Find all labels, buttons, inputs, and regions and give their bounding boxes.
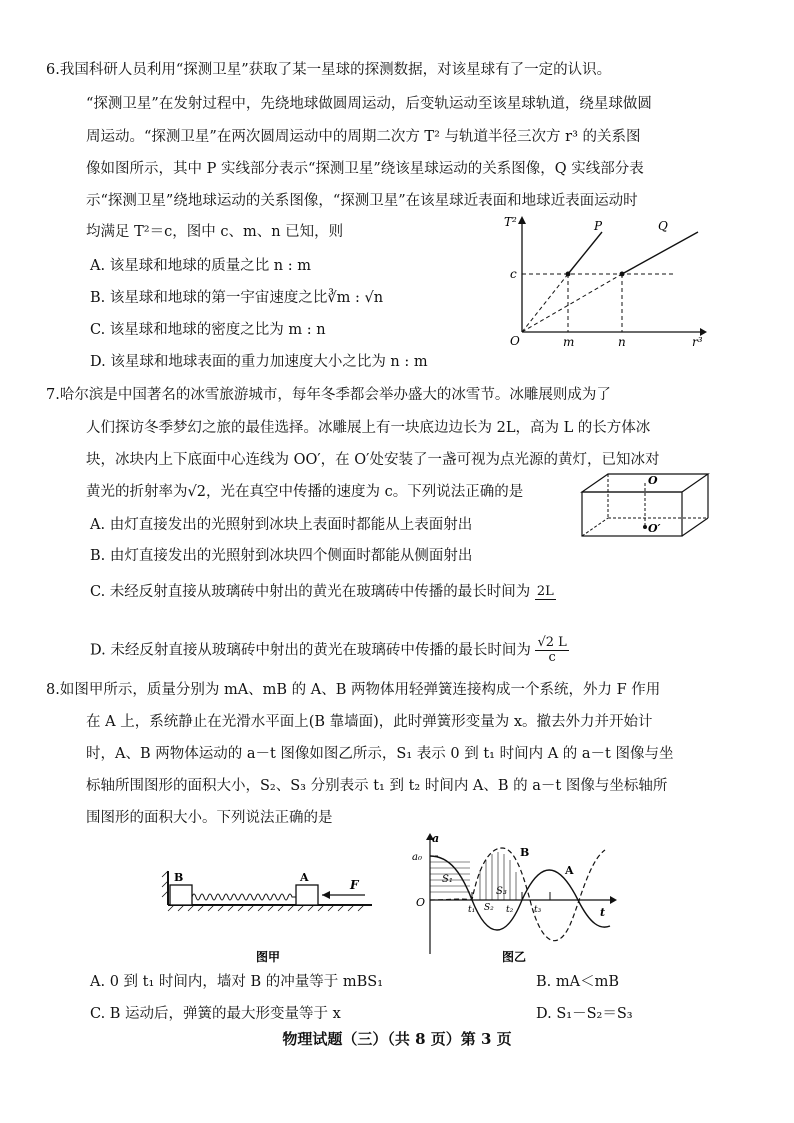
- q6-line-6: 均满足 T²＝c，图中 c、m、n 已知，则: [86, 224, 344, 240]
- q8-figa-label-a: A: [300, 871, 309, 884]
- q6-option-c: C. 该星球和地球的密度之比为 m : n: [90, 322, 326, 338]
- q6-line-4: 像如图所示，其中 P 实线部分表示“探测卫星”绕该星球运动的关系图像，Q 实线部分表: [86, 161, 644, 177]
- q7-label-o: O: [648, 474, 658, 487]
- q6-graph-p: P: [594, 219, 603, 233]
- q8-line-1: 8.如图甲所示，质量分别为 mA、mB 的 A、B 两物体用轻弹簧连接构成一个系统，外力 F 作用: [46, 682, 661, 698]
- q8-figure-b: [410, 830, 620, 965]
- q8-figb-label-t2: t₂: [506, 905, 514, 915]
- q6-option-d: D. 该星球和地球表面的重力加速度大小之比为 n : m: [90, 354, 428, 370]
- q6-line-2: “探测卫星”在发射过程中，先绕地球做圆周运动，后变轨运动至该星球轨道，绕星球做圆: [86, 96, 652, 112]
- q6-line-1: 6.我国科研人员利用“探测卫星”获取了某一星球的探测数据，对该星球有了一定的认识。: [46, 62, 612, 78]
- q7-option-d: [90, 636, 569, 665]
- q7-line-4: 黄光的折射率为√2，光在真空中传播的速度为 c。下列说法正确的是: [86, 484, 524, 500]
- q8-figb-caption: 图乙: [502, 950, 527, 964]
- q8-figb-label-a: a: [432, 832, 440, 845]
- q8-figb-label-s2: S₂: [484, 903, 494, 913]
- q6-graph-origin: O: [510, 334, 520, 348]
- q6-option-b-expr: ∛m : √n: [327, 290, 384, 306]
- q8-figb-label-s1: S₁: [442, 874, 453, 885]
- q8-figa-label-b: B: [174, 871, 184, 884]
- page-footer: 物理试题（三）（共 8 页）第 3 页: [282, 1030, 512, 1048]
- q8-figb-label-t3: t₃: [534, 905, 542, 915]
- q7-line-1: 7.哈尔滨是中国著名的冰雪旅游城市，每年冬季都会举办盛大的冰雪节。冰雕展则成为了: [46, 387, 611, 403]
- q7-option-c-fraction: [535, 585, 556, 600]
- q8-line-3: 时，A、B 两物体运动的 a－t 图像如图乙所示，S₁ 表示 0 到 t₁ 时间内 A 的 a－t 图像与坐: [86, 746, 674, 762]
- q8-figa-caption: 图甲: [256, 950, 281, 964]
- q6-graph-n: n: [618, 335, 626, 348]
- q8-line-2: 在 A 上，系统静止在光滑水平面上(B 靠墙面)，此时弹簧形变量为 x。撤去外力并开始计: [86, 714, 653, 730]
- q8-figa-label-f: F: [350, 878, 359, 892]
- q8-option-d: D. S₁－S₂＝S₃: [536, 1006, 633, 1022]
- q8-figb-label-t1: t₁: [468, 905, 476, 915]
- q6-graph-xlabel: r³: [692, 335, 703, 348]
- q8-figb-label-t: t: [600, 906, 606, 919]
- q8-figb-label-o: O: [416, 896, 426, 909]
- q6-option-a: A. 该星球和地球的质量之比 n : m: [90, 258, 311, 274]
- q7-option-c-text: C. 未经反射直接从玻璃砖中射出的黄光在玻璃砖中传播的最长时间为: [90, 584, 531, 600]
- q6-graph-c: c: [510, 267, 517, 281]
- q8-figb-label-curve-a: A: [565, 864, 574, 877]
- q8-option-a: A. 0 到 t₁ 时间内，墙对 B 的冲量等于 mBS₁: [90, 974, 384, 990]
- q7-ice-block-figure: [578, 470, 714, 542]
- q8-option-b: B. mA＜mB: [536, 974, 619, 990]
- q7-label-o-prime: O′: [648, 522, 661, 535]
- q7-line-3: 块，冰块内上下底面中心连线为 OO′，在 O′处安装了一盏可视为点光源的黄灯，已知冰对: [86, 452, 660, 468]
- q8-figure-a: [160, 865, 380, 965]
- q7-option-d-den: c: [548, 650, 556, 665]
- q6-graph-q: Q: [658, 219, 668, 233]
- q8-option-c: C. B 运动后，弹簧的最大形变量等于 x: [90, 1006, 341, 1022]
- q8-line-5: 围图形的面积大小。下列说法正确的是: [86, 810, 333, 826]
- q6-option-b: [90, 288, 383, 308]
- q6-line-3: 周运动。“探测卫星”在两次圆周运动中的周期二次方 T² 与轨道半径三次方 r³ 的关系图: [86, 129, 641, 145]
- q8-figb-label-s3: S₃: [496, 886, 507, 897]
- q7-option-d-num: √2 L: [537, 635, 567, 650]
- q6-graph: [500, 212, 710, 348]
- q6-graph-ylabel: T²: [504, 215, 517, 229]
- q6-line-5: 示“探测卫星”绕地球运动的关系图像，“探测卫星”在该星球近表面和地球近表面运动时: [86, 193, 638, 209]
- q8-figb-label-a0: a₀: [412, 852, 422, 863]
- q6-graph-m: m: [563, 335, 575, 348]
- q7-option-c: [90, 582, 556, 602]
- q6-option-b-text: B. 该星球和地球的第一宇宙速度之比: [90, 290, 328, 306]
- q8-line-4: 标轴所围图形的面积大小，S₂、S₃ 分别表示 t₁ 到 t₂ 时间内 A、B 的 a－t 图像与坐标轴所: [86, 778, 668, 794]
- q7-option-c-num: 2L: [536, 583, 554, 599]
- q7-line-2: 人们探访冬季梦幻之旅的最佳选择。冰雕展上有一块底边边长为 2L，高为 L 的长方体冰: [86, 420, 651, 436]
- q7-option-a: A. 由灯直接发出的光照射到冰块上表面时都能从上表面射出: [90, 517, 473, 533]
- q8-figb-label-curve-b: B: [520, 846, 530, 859]
- q7-option-d-fraction: [535, 636, 568, 665]
- q7-option-d-text: D. 未经反射直接从玻璃砖中射出的黄光在玻璃砖中传播的最长时间为: [90, 642, 531, 659]
- q7-option-b: B. 由灯直接发出的光照射到冰块四个侧面时都能从侧面射出: [90, 548, 473, 564]
